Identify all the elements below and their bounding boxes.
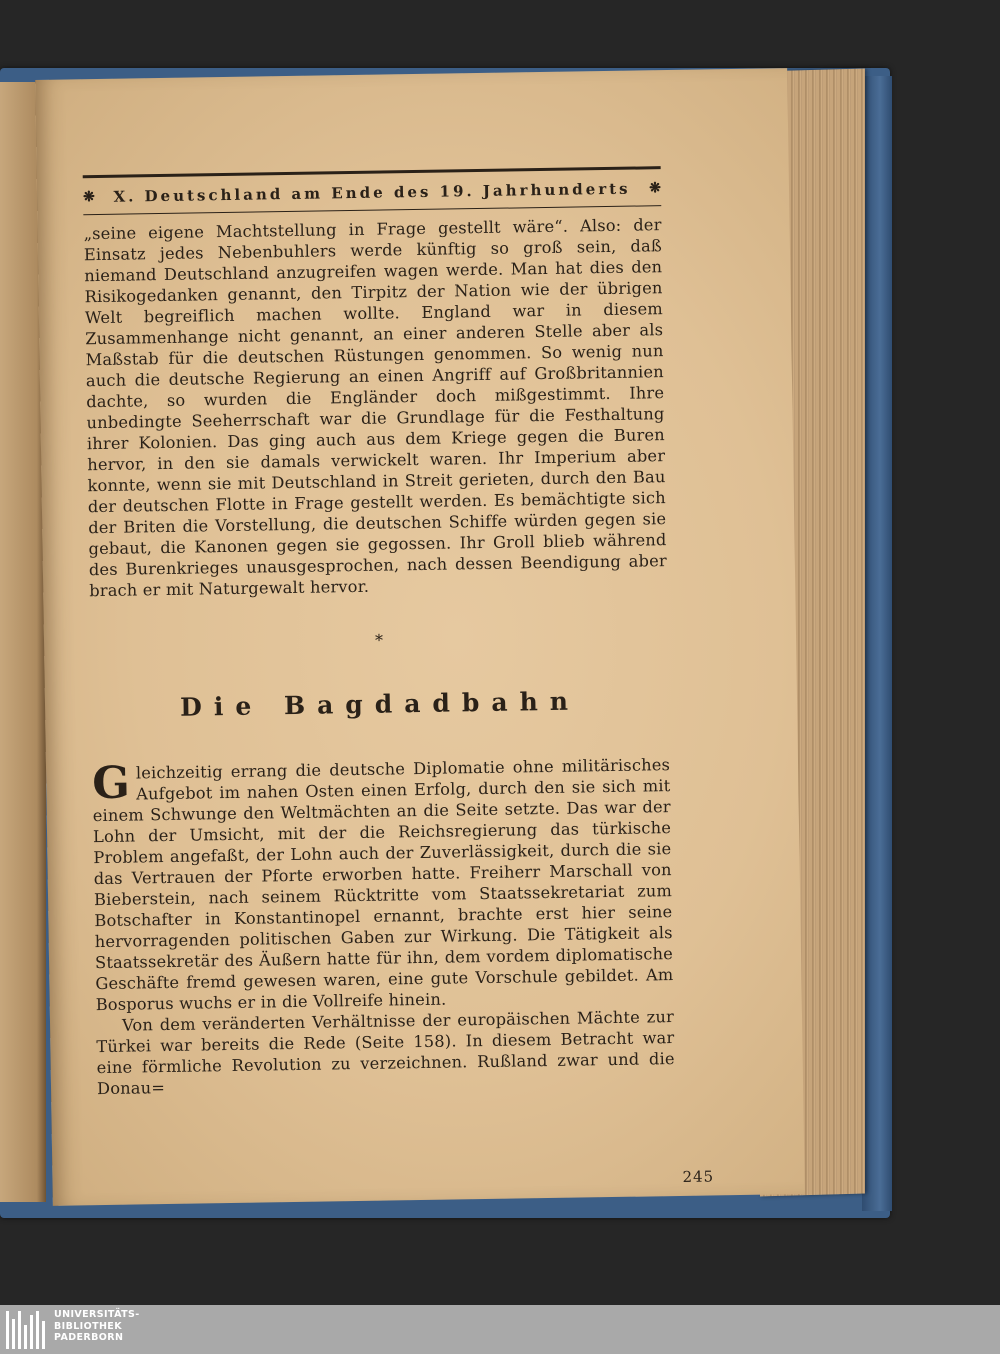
library-footer-bar — [0, 1305, 1000, 1354]
body-paragraph-1: „seine eigene Machtstellung in Frage gestellt wäre“. Also: der Einsatz jedes Nebenbuhlers werde künftig so groß sein, daß niemand Deutschland anzugreifen wagen werde. Man hat dies den Risikogedanken genannt, den Tirpitz der Nation wie der übrigen Welt begreiflich machen wollte. England war in diesem Zusammenhange nicht genannt, an einer anderen Stelle aber als Maßstab für die deutschen Rüstungen genommen. So wenig nun auch die deutsche Regierung an einen Angriff auf Großbritannien dachte, so wurden die Engländer doch mißgestimmt. Ihre unbedingte Seeherrschaft war die Grundlage für die Festhaltung ihrer Kolonien. Das ging auch aus dem Kriege gegen die Buren hervor, in den sie damals verwickelt waren. Ihr Imperium aber konnte, wenn sie mit Deutschland in Streit gerieten, durch den Bau der deutschen Flotte in Frage gestellt werden. Es bemächtigte sich der Briten die Vorstellung, die deutschen Schiffe würden gegen sie gebaut, die Kanonen gegen sie gegossen. Ihr Groll blieb während des Burenkrieges unausgesprochen, nach dessen Beendigung aber brach er mit Naturgewalt hervor. — [83, 215, 667, 601]
running-head-title: X. Deutschland am Ende des 19. Jahrhunderts — [113, 179, 631, 206]
book-page — [35, 68, 805, 1206]
section-divider-asterisk: * — [374, 630, 384, 650]
library-logo-icon — [6, 1311, 48, 1349]
page-content — [82, 166, 715, 1186]
page-number: 245 — [682, 1167, 715, 1186]
drop-cap: G — [91, 757, 131, 810]
ornament-right-icon: ❋ — [649, 180, 662, 197]
running-head — [83, 179, 661, 206]
ornament-left-icon: ❋ — [82, 189, 95, 206]
library-logo-line-3: PADERBORN — [54, 1332, 124, 1343]
section-title: Die Bagdadbahn — [179, 686, 581, 722]
section-paragraph-1-text: leichzeitig errang die deutsche Diplomatie ohne militärisches Aufgebot im nahen Osten einen Erfolg, durch den sie sich mit einem Schwunge den Weltmächten an die Seite setzte. Das war der Lohn der Umsicht, mit der die Reichsregierung das türkische Problem angefaßt, der Lohn auch der Zuverlässigkeit, durch die sie das Vertrauen der Pforte erworben hatte. Freiherr Marschall von Bieberstein, nach seinem Rücktritte vom Staatssekretariat zum Botschafter in Konstantinopel ernannt, brachte erst hier seine hervorragenden politischen Gaben zur Wirkung. Die Tätigkeit als Staatssekretär des Äußern hatte für ihn, dem vordem diplomatische Geschäfte fremd gewesen waren, eine gute Vorschule gebildet. Am Bosporus wuchs er in die Vollreife hinein. — [92, 755, 674, 1015]
library-logo-line-1: UNIVERSITÄTS- — [54, 1309, 140, 1320]
library-logo-line-2: BIBLIOTHEK — [54, 1320, 122, 1332]
header-rule-top — [83, 166, 661, 178]
section-paragraph-2: Von dem veränderten Verhältnisse der europäischen Mächte zur Türkei war bereits die Rede (Seite 158). In diesem Betracht war eine förmliche Revolution zu verzeichnen. Rußland zwar und die Donau= — [96, 1007, 675, 1099]
section-paragraph-1 — [92, 754, 674, 1015]
book-cover-edge — [862, 76, 892, 1211]
library-logo-text — [54, 1309, 140, 1344]
header-rule-bottom — [83, 205, 661, 215]
